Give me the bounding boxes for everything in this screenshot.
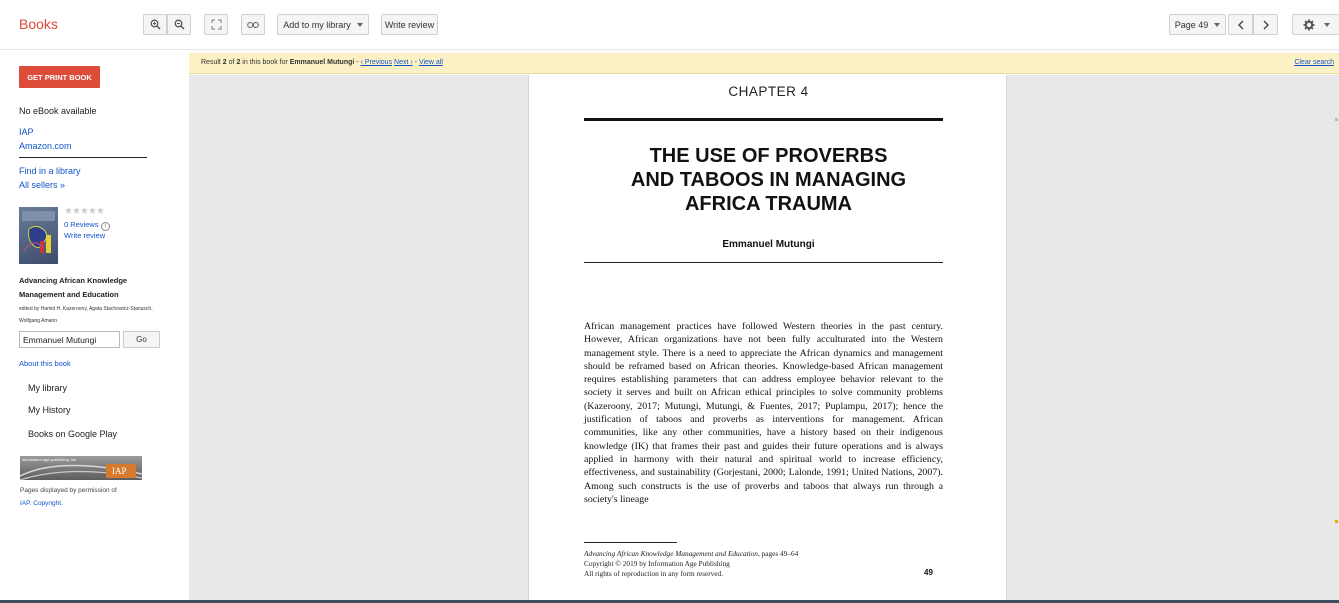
- book-cover-thumbnail[interactable]: [19, 207, 58, 264]
- book-cover-image: [19, 207, 58, 264]
- fullscreen-icon: [211, 19, 222, 30]
- book-viewer[interactable]: [189, 75, 1339, 603]
- fullscreen-button[interactable]: [204, 14, 228, 35]
- previous-page-button[interactable]: [1228, 14, 1253, 35]
- chevron-left-icon: [1237, 20, 1245, 30]
- heading-rule: [584, 118, 943, 121]
- result-prefix: Result: [201, 59, 223, 66]
- zoom-in-icon: [150, 19, 161, 30]
- chevron-down-icon: [357, 23, 363, 27]
- chapter-author: Emmanuel Mutungi: [722, 239, 815, 250]
- nav-my-history[interactable]: My History: [28, 405, 71, 415]
- reviews-link[interactable]: [64, 220, 110, 231]
- all-sellers-link[interactable]: All sellers »: [19, 180, 66, 190]
- divider: [19, 157, 147, 158]
- book-editors: edited by Hamid H. Kazeroony, Agata Stachowicz-Stanusch, Wolfgang Amann: [19, 306, 153, 324]
- chapter-heading: CHAPTER 4: [728, 84, 809, 99]
- footnote-rule: [584, 542, 677, 543]
- page-footnote: [584, 549, 943, 579]
- reviews-count: 0 Reviews: [64, 220, 99, 229]
- result-sep-2: -: [412, 59, 419, 66]
- permission-text: Pages displayed by permission of: [20, 487, 117, 494]
- footnote-pages: , pages 49–64: [757, 549, 799, 558]
- result-of: of: [226, 59, 237, 66]
- find-in-library-link[interactable]: Find in a library: [19, 166, 81, 176]
- top-toolbar: [0, 0, 1339, 50]
- copyright-link[interactable]: IAP. Copyright.: [20, 500, 63, 507]
- result-sep-1: -: [354, 59, 361, 66]
- result-number: 2: [222, 59, 227, 66]
- previous-result-link[interactable]: ‹ Previous: [360, 59, 393, 66]
- write-review-link[interactable]: Write review: [64, 231, 106, 240]
- footnote-copyright: Copyright © 2019 by Information Age Publishing: [584, 559, 730, 568]
- search-result-bar: [189, 53, 1339, 74]
- gear-icon: [1303, 19, 1315, 31]
- nav-my-library[interactable]: My library: [28, 383, 68, 393]
- zoom-in-button[interactable]: [143, 14, 167, 35]
- chevron-down-icon: [1214, 23, 1220, 27]
- result-mid: in this book for: [240, 59, 290, 66]
- page-select-label: Page 49: [1174, 19, 1209, 30]
- zoom-out-icon: [174, 19, 185, 30]
- search-hit-marker: [1335, 520, 1338, 523]
- chevron-down-icon: [1324, 23, 1330, 27]
- page-body-text: African management practices have followed Western theories in the past century. However, African organizations have not been fully acculturated into the Western management style. There is a need to appreciate the African dynamics and management should be reframed based on African theories. Knowledge-based African management requires establishing parameters that can address employee behavior relevant to the society it serves and built on African ethical principles to solve community problems (Kazeroony, 2017; Mutungi, Mutungi, & Fuentes, 2017; Puplampu, 2017); hence the justification of taboos and proverbs as interventions for management. African communities, like any other communities, have a history based on their indigenous knowledge (IK) that frames their past and guides their future operations and is always applied in harmony with their natural and spiritual world to increase efficiency, effectiveness, and sustainability (Gorjestani, 2000; Lalonde, 1991; United Nations, 2007). Among such constructs is the use of proverbs and taboos that always run through a society's lineage: [584, 321, 943, 505]
- book-page: [528, 75, 1007, 603]
- footnote-book-title: Advancing African Knowledge Management and Education: [584, 549, 758, 558]
- result-summary: [201, 59, 443, 66]
- go-button[interactable]: Go: [123, 331, 160, 348]
- publisher-logo-text: information age publishing, inc.: [22, 457, 78, 462]
- add-to-library-label: Add to my library: [283, 19, 351, 30]
- write-review-label: Write review: [384, 19, 435, 30]
- get-print-book-button[interactable]: GET PRINT BOOK: [19, 66, 100, 88]
- link-button[interactable]: [241, 14, 265, 35]
- no-ebook-text: No eBook available: [19, 106, 97, 116]
- write-review-button[interactable]: [381, 14, 438, 35]
- nav-books-on-google-play[interactable]: Books on Google Play: [28, 429, 118, 439]
- search-in-book-input[interactable]: [19, 331, 120, 348]
- publisher-logo[interactable]: [20, 456, 142, 480]
- view-all-link[interactable]: View all: [418, 59, 443, 66]
- next-page-button[interactable]: [1253, 14, 1278, 35]
- seller-link-amazon[interactable]: Amazon.com: [19, 141, 72, 151]
- book-title: Advancing African Knowledge Management and Education: [19, 276, 128, 299]
- info-icon: i: [101, 222, 110, 231]
- link-icon: [247, 21, 259, 29]
- page-select[interactable]: [1169, 14, 1226, 35]
- footnote-rights: All rights of reproduction in any form reserved.: [584, 569, 724, 578]
- result-query: Emmanuel Mutungi: [289, 59, 355, 66]
- seller-link-iap[interactable]: IAP: [19, 127, 34, 137]
- scroll-marker: [1335, 118, 1338, 121]
- publisher-logo-mark: IAP: [112, 466, 127, 476]
- books-logo[interactable]: Books: [19, 16, 58, 32]
- chapter-title: THE USE OF PROVERBS AND TABOOS IN MANAGING AFRICA TRAUMA: [630, 145, 907, 215]
- clear-search-link[interactable]: Clear search: [1294, 59, 1334, 66]
- result-total: 2: [236, 59, 241, 66]
- page-number: 49: [924, 568, 933, 577]
- left-sidebar: [0, 50, 189, 603]
- chevron-right-icon: [1262, 20, 1270, 30]
- about-this-book-link[interactable]: About this book: [19, 359, 71, 368]
- rating-stars[interactable]: ★★★★★: [64, 206, 104, 217]
- settings-button[interactable]: [1292, 14, 1339, 35]
- author-rule: [584, 262, 943, 263]
- zoom-out-button[interactable]: [167, 14, 191, 35]
- next-result-link[interactable]: Next ›: [394, 59, 413, 66]
- add-to-library-button[interactable]: [277, 14, 369, 35]
